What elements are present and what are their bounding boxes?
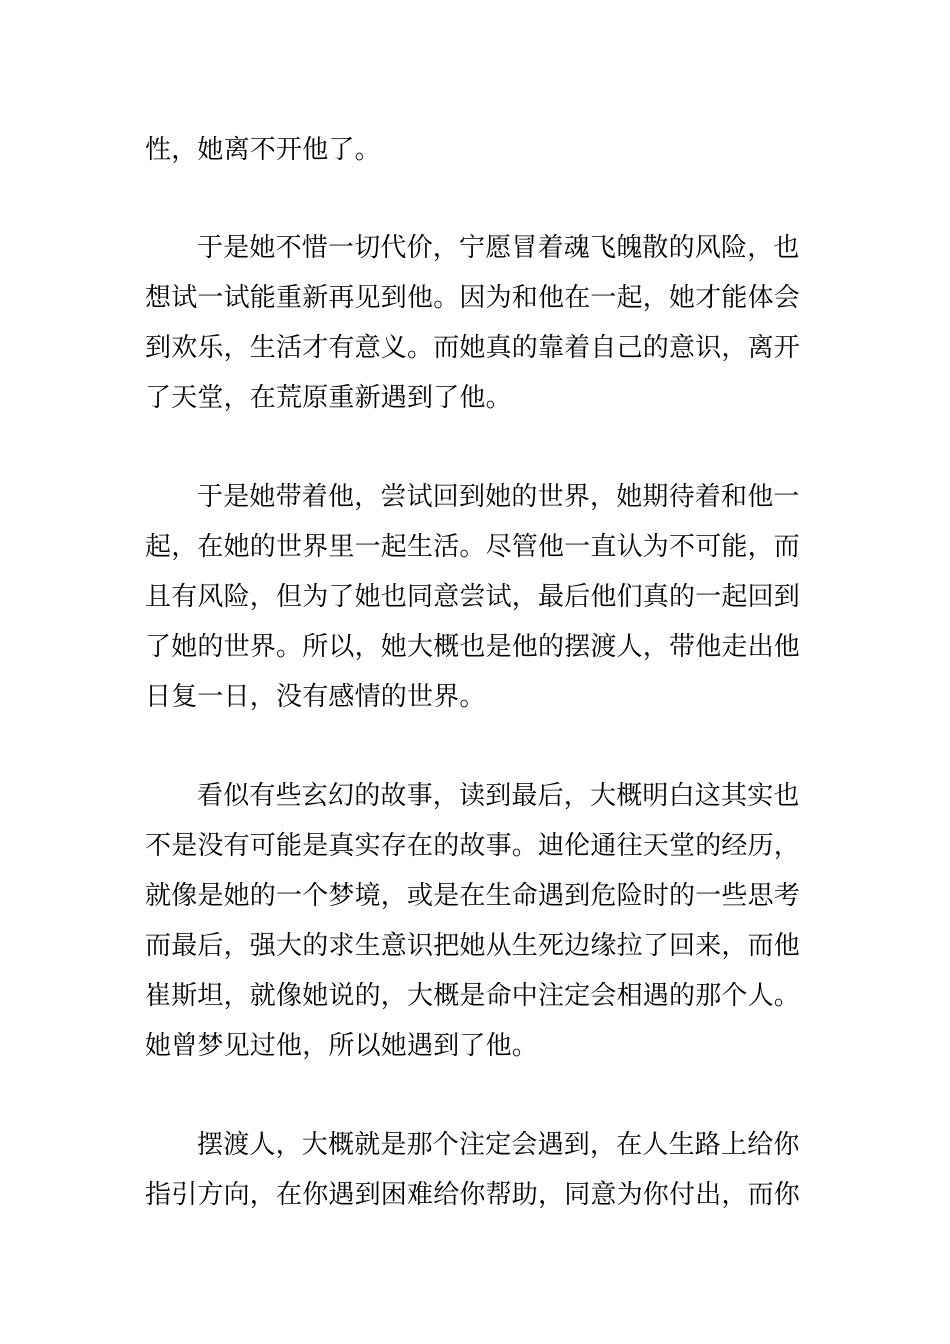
text-line: 就像是她的一个梦境，或是在生命遇到危险时的一些思考 xyxy=(145,881,801,911)
text-line: 她曾梦见过他，所以她遇到了他。 xyxy=(145,1031,539,1061)
text-line: 了她的世界。所以，她大概也是他的摆渡人，带他走出他 xyxy=(145,632,801,662)
text-line: 性，她离不开他了。 xyxy=(145,135,381,165)
text-line: 而最后，强大的求生意识把她从生死边缘拉了回来，而他 xyxy=(145,931,801,961)
text-line: 于是她带着他，尝试回到她的世界，她期待着和他一 xyxy=(197,482,800,512)
text-line: 了天堂，在荒原重新遇到了他。 xyxy=(145,383,512,413)
text-line: 日复一日，没有感情的世界。 xyxy=(145,682,486,712)
text-line: 于是她不惜一切代价，宁愿冒着魂飞魄散的风险，也 xyxy=(197,233,800,263)
text-line: 且有风险，但为了她也同意尝试，最后他们真的一起回到 xyxy=(145,582,801,612)
text-line: 想试一试能重新再见到他。因为和他在一起，她才能体会 xyxy=(145,283,801,313)
text-line: 指引方向，在你遇到困难给你帮助，同意为你付出，而你 xyxy=(145,1180,801,1210)
text-line: 不是没有可能是真实存在的故事。迪伦通往天堂的经历， xyxy=(145,831,801,861)
text-line: 到欢乐，生活才有意义。而她真的靠着自己的意识，离开 xyxy=(145,333,801,363)
text-line: 崔斯坦，就像她说的，大概是命中注定会相遇的那个人。 xyxy=(145,981,801,1011)
text-line: 摆渡人，大概就是那个注定会遇到，在人生路上给你 xyxy=(197,1130,800,1160)
text-line: 起，在她的世界里一起生活。尽管他一直认为不可能，而 xyxy=(145,532,801,562)
text-line: 看似有些玄幻的故事，读到最后，大概明白这其实也 xyxy=(197,781,800,811)
